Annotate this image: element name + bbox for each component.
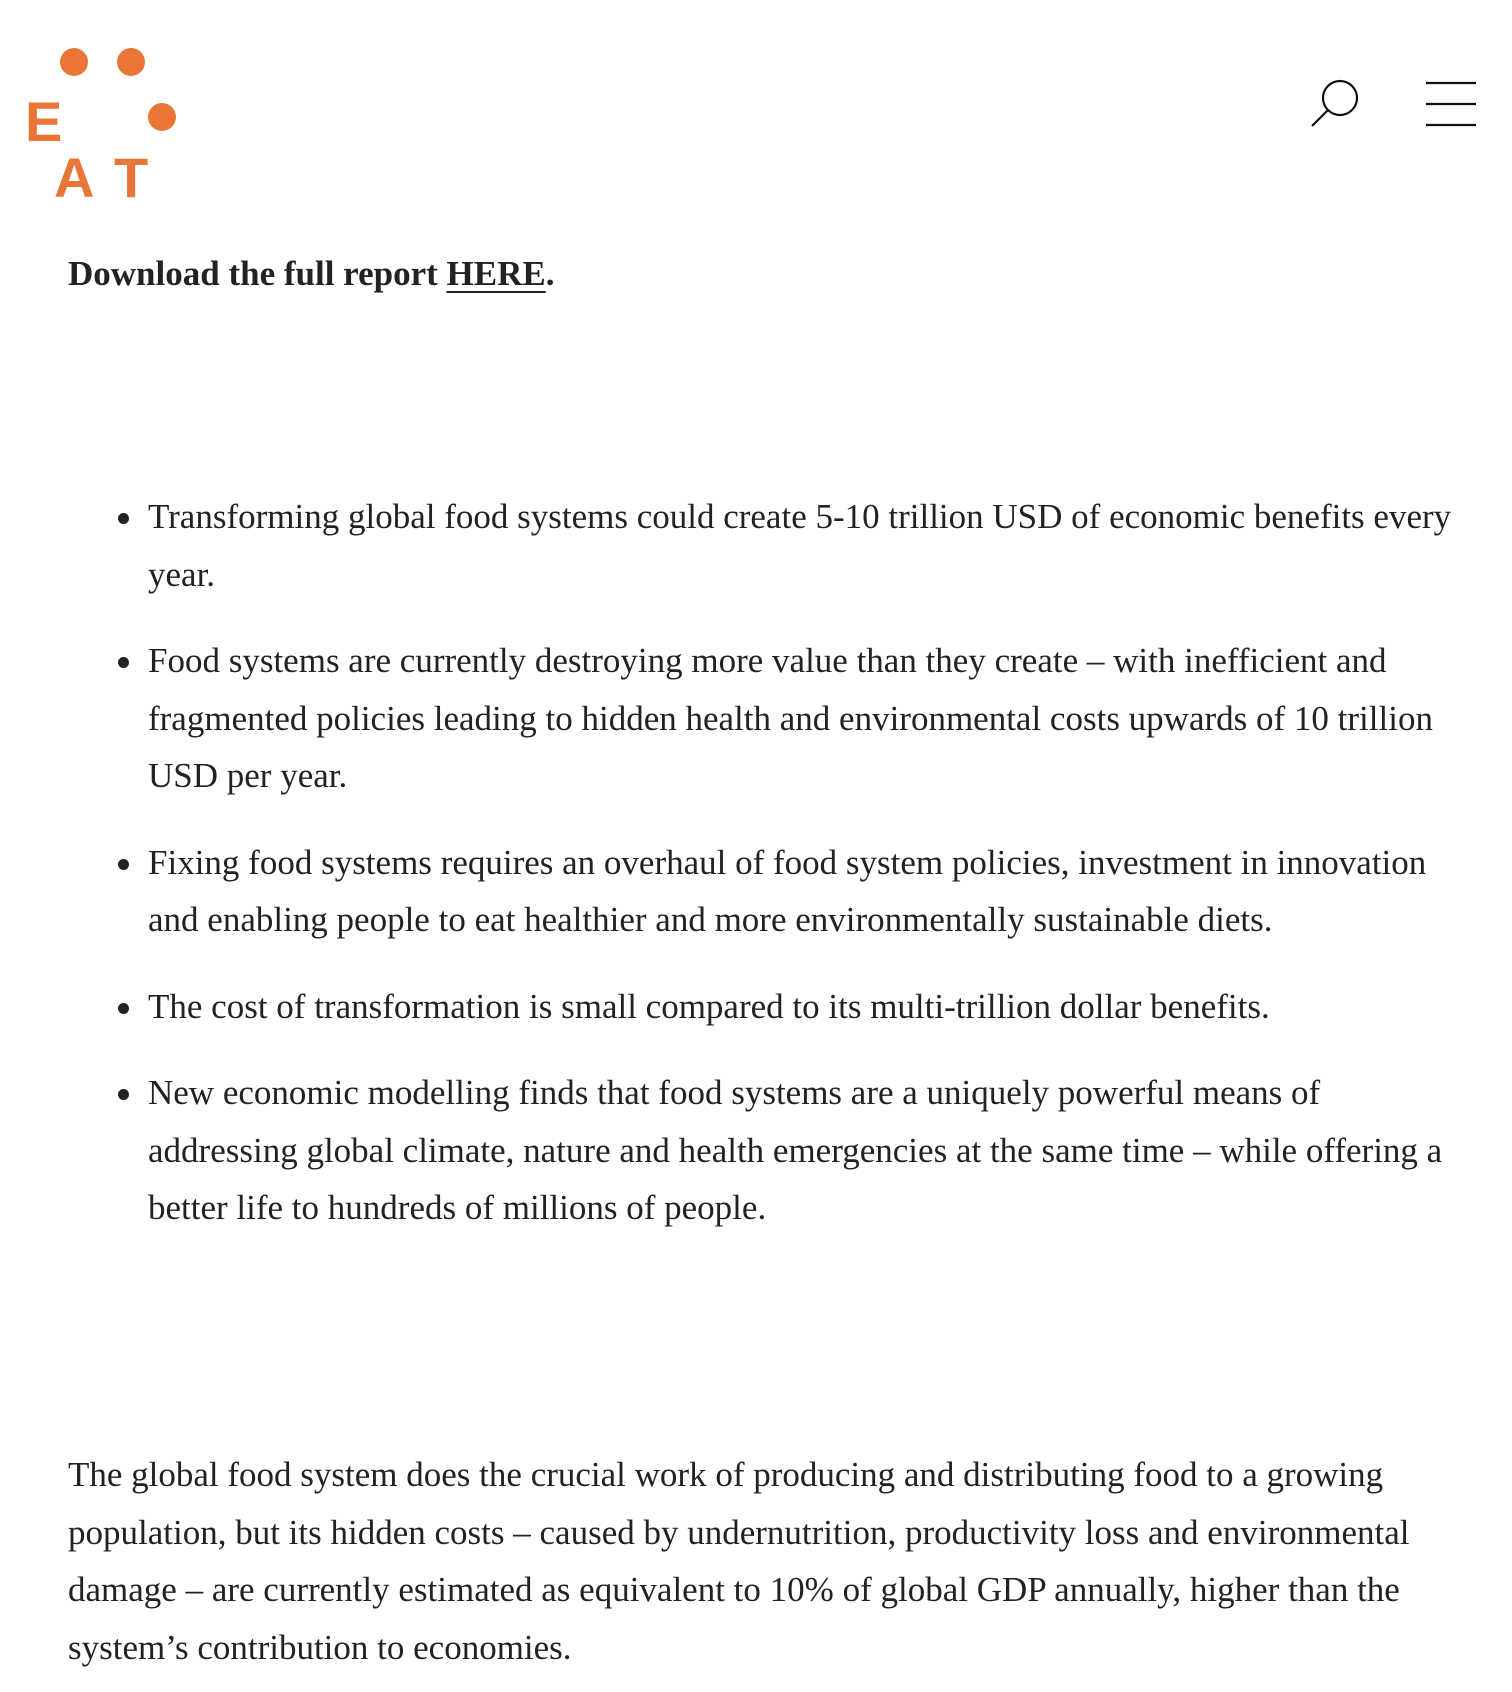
logo-dot [60,48,88,76]
key-point [148,488,1512,603]
key-point-text: Transforming global food systems could create 5-10 trillion USD of economic benefits every year. [148,497,1452,594]
key-point-text: Fixing food systems requires an overhaul of food system policies, investment in innovation and enabling people to eat healthier and more environmentally sustainable diets. [148,842,1427,939]
key-point [148,834,1512,949]
bullet-icon [118,657,129,668]
bullet-icon [118,859,129,870]
key-point [148,978,1512,1036]
key-point [148,632,1512,805]
logo-letter-t: T [114,146,149,209]
key-point-text: The cost of transformation is small compared to its multi-trillion dollar benefits. [148,986,1270,1026]
key-point-text: New economic modelling finds that food systems are a uniquely powerful means of addressing global climate, nature and health emergencies at the same time – while offering a better life to hundreds of millions of people. [148,1073,1443,1227]
site-header [0,0,1512,210]
body-paragraph: The global food system does the crucial work of producing and distributing food to a growing population, but its hidden costs – caused by undernutrition, productivity loss and environmental damage – are currently estimated as equivalent to 10% of global GDP annually, higher than the system’s contribution to economies. [68,1455,1410,1667]
logo-dot [117,48,145,76]
bullet-icon [118,513,129,524]
bullet-icon [118,1089,129,1100]
search-button[interactable] [1308,78,1364,134]
key-point [148,1064,1512,1237]
download-report-link[interactable]: HERE [446,254,546,293]
download-suffix: . [545,254,555,293]
key-point-text: Food systems are currently destroying more value than they create – with inefficient and fragmented policies leading to hidden health and environmental costs upwards of 10 trillion USD per year. [148,641,1433,795]
download-report-line [68,254,554,294]
logo-dot [148,103,176,131]
key-points-list [0,488,1512,1266]
search-icon [1308,78,1364,134]
bullet-icon [118,1003,129,1014]
eat-logo[interactable] [25,46,176,209]
logo-letter-e: E [25,90,63,153]
hamburger-menu-icon [1424,80,1478,130]
logo-letter-a: A [54,146,95,209]
menu-button[interactable] [1424,80,1478,130]
download-prefix: Download the full report [68,254,447,293]
